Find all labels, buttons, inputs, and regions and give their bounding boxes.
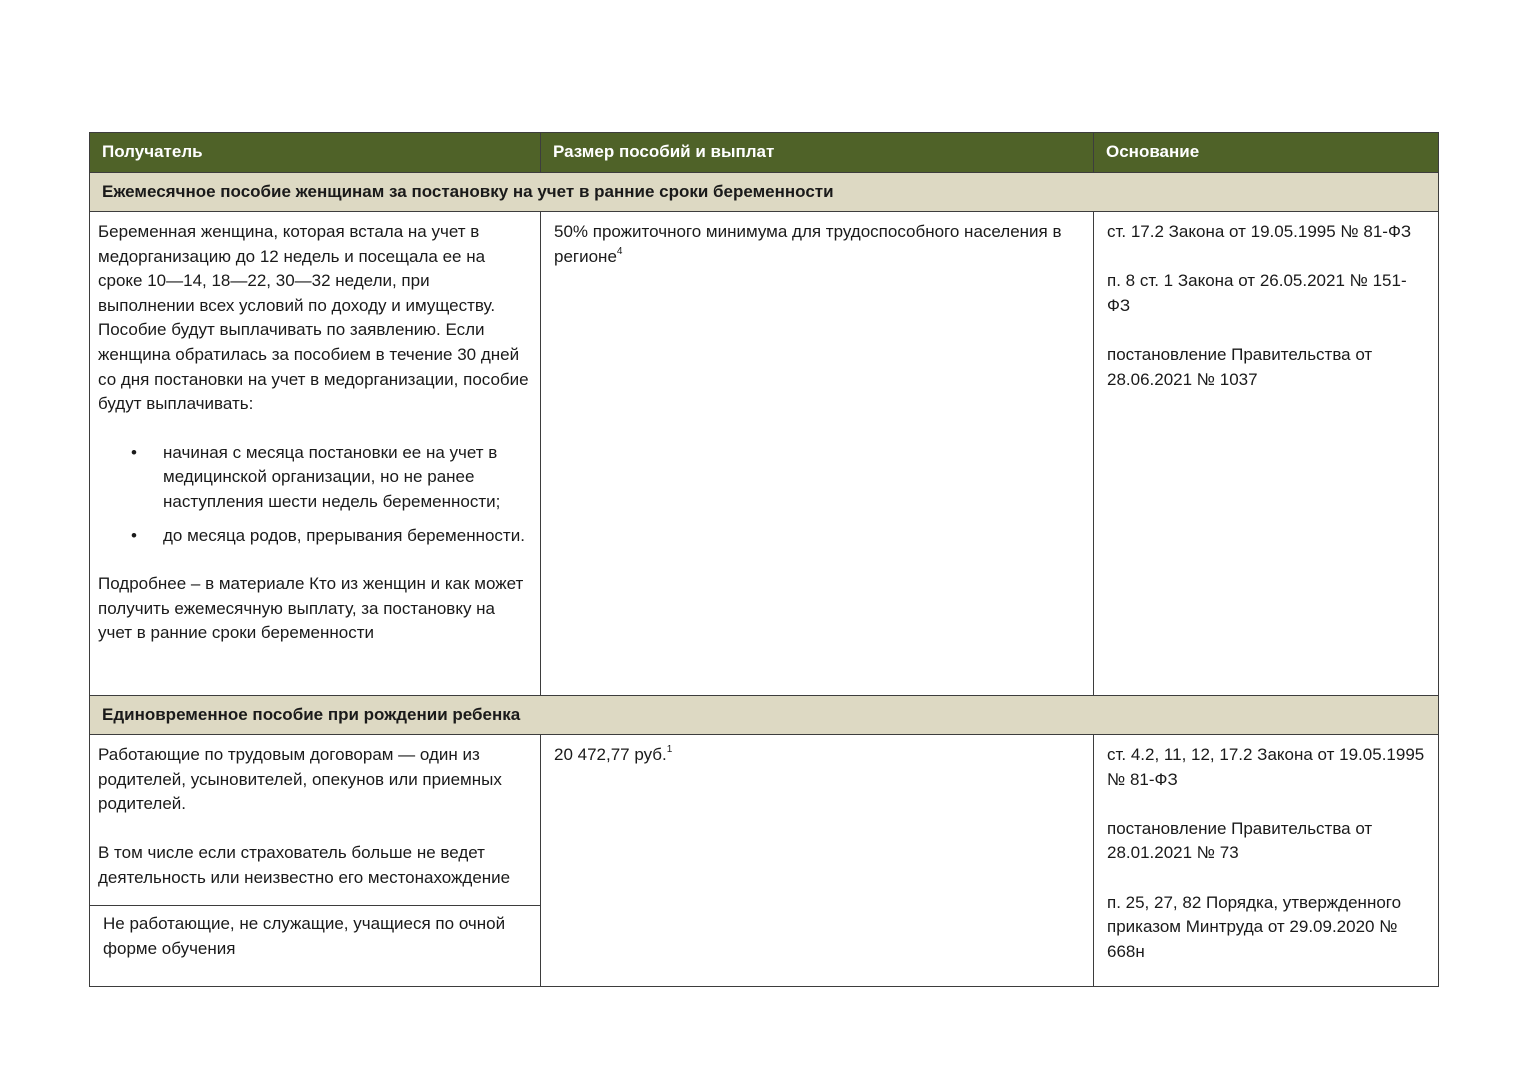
section-1-recipient-intro: Беременная женщина, которая встала на учет в медорганизацию до 12 недель и посещала ее на сроке 10—14, 18—22, 30—32 недели, при выполнении всех условий по доходу и имуществу. Пособие будут выплачивать по заявлению. Если женщина обратилась за пособием в течение 30 дней со дня постановки на учет в медорганизации, пособие будут выплачивать: bbox=[98, 222, 529, 414]
benefits-table bbox=[89, 132, 1439, 987]
header-amount: Размер пособий и выплат bbox=[541, 133, 1094, 173]
section-1-basis-3: постановление Правительства от 28.06.2021 № 1037 bbox=[1107, 344, 1373, 389]
section-2-basis-3: п. 25, 27, 82 Порядка, утвержденного приказом Минтруда от 29.09.2020 № 668н bbox=[1107, 892, 1402, 961]
section-1-basis-1: ст. 17.2 Закона от 19.05.1995 № 81-ФЗ bbox=[1107, 222, 1412, 241]
bullet-text: начиная с месяца постановки ее на учет в медицинской организации, но не ранее наступления шести недель беременности; bbox=[163, 442, 501, 511]
section-1-amount-cell bbox=[541, 212, 1094, 696]
section-2-recipient-nonworking: Не работающие, не служащие, учащиеся по очной форме обучения bbox=[103, 914, 506, 958]
section-1-basis-cell bbox=[1094, 212, 1439, 696]
section-2-title: Единовременное пособие при рождении ребенка bbox=[90, 696, 1439, 735]
footnote-ref: 4 bbox=[616, 245, 623, 257]
section-2-nonworking-block bbox=[90, 906, 540, 965]
section-2-amount: 20 472,77 руб. bbox=[554, 745, 667, 764]
section-title-row bbox=[90, 696, 1439, 735]
section-2-amount-cell bbox=[541, 735, 1094, 987]
bullet-icon: • bbox=[131, 442, 137, 462]
section-1-title: Ежемесячное пособие женщинам за постановку на учет в ранние сроки беременности bbox=[90, 173, 1439, 212]
table-row bbox=[90, 212, 1439, 696]
section-2-working-block bbox=[90, 735, 540, 906]
section-1-recipient-cell bbox=[90, 212, 541, 696]
bullet-icon: • bbox=[131, 525, 137, 545]
section-2-basis-2: постановление Правительства от 28.01.2021 № 73 bbox=[1107, 818, 1373, 863]
header-recipient: Получатель bbox=[90, 133, 541, 173]
section-2-recipient-cell bbox=[90, 735, 541, 987]
table-header-row bbox=[90, 133, 1439, 173]
section-1-bullet-list bbox=[98, 441, 530, 548]
section-1-basis-2: п. 8 ст. 1 Закона от 26.05.2021 № 151-ФЗ bbox=[1107, 271, 1407, 315]
list-item bbox=[131, 524, 530, 549]
section-title-row bbox=[90, 173, 1439, 212]
section-1-amount: 50% прожиточного минимума для трудоспособного населения в регионе bbox=[554, 222, 1062, 266]
section-2-basis-cell bbox=[1094, 735, 1439, 987]
section-2-recipient-working-extra: В том числе если страхователь больше не ведет деятельность или неизвестно его местонахождение bbox=[98, 843, 511, 887]
table-row bbox=[90, 735, 1439, 987]
list-item bbox=[131, 441, 530, 515]
section-1-more-link-text: Подробнее – в материале Кто из женщин и как может получить ежемесячную выплату, за постановку на учет в ранние сроки беременности bbox=[98, 574, 524, 643]
header-basis: Основание bbox=[1094, 133, 1439, 173]
footnote-ref: 1 bbox=[666, 744, 673, 755]
section-2-basis-1: ст. 4.2, 11, 12, 17.2 Закона от 19.05.1995 № 81-ФЗ bbox=[1107, 745, 1425, 789]
bullet-text: до месяца родов, прерывания беременности. bbox=[163, 525, 525, 545]
section-2-recipient-working: Работающие по трудовым договорам — один из родителей, усыновителей, опекунов или приемных родителей. bbox=[98, 745, 502, 814]
